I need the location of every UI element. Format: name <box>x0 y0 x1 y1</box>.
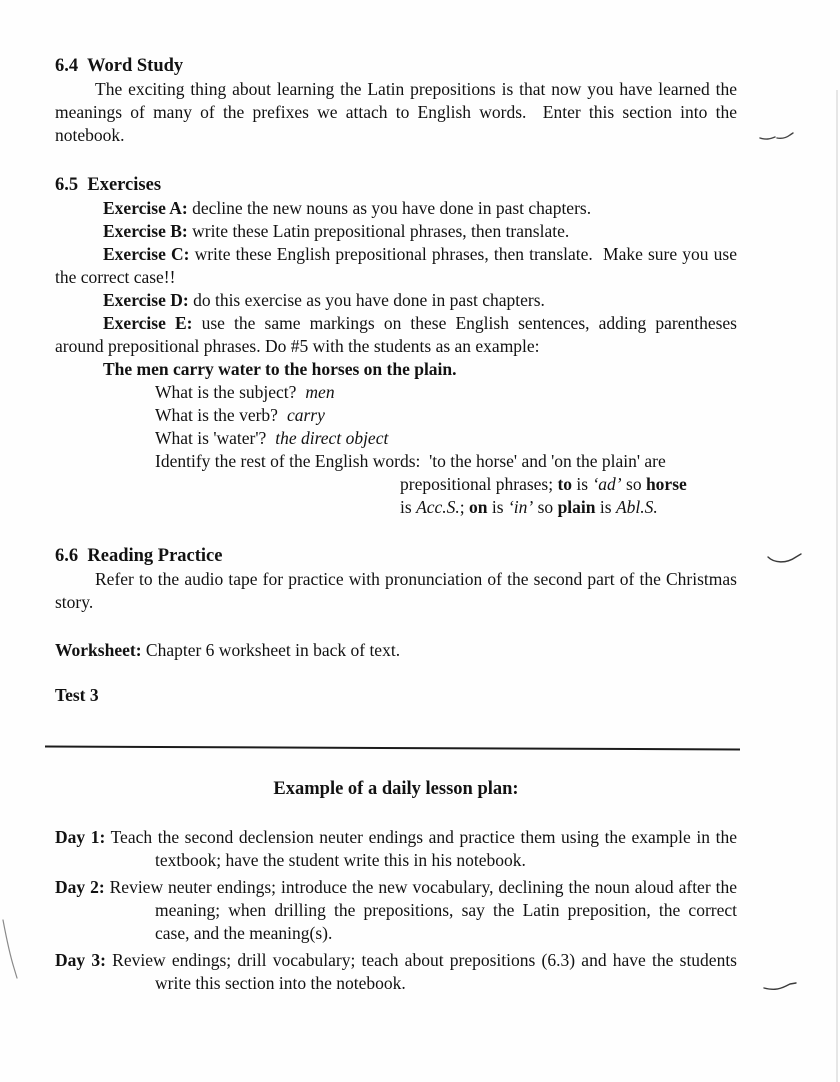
worksheet-line <box>55 639 737 662</box>
word-study-heading: 6.4 Word Study <box>55 56 184 76</box>
exercise-d-label: Exercise D: <box>103 290 189 310</box>
day-2-text: Review neuter endings; introduce the new vocabulary, declining the noun aloud after the meaning; when drilling the prepositions, say the Latin preposition, the correct case, and the meaning(s). <box>104 877 742 943</box>
scan-artifact-squiggle-mid-right <box>766 549 808 569</box>
day-1-text: Teach the second declension neuter endings and practice them using the example in the textbook; have the student write this in his notebook. <box>105 827 742 870</box>
day-3-label: Day 3: <box>55 950 106 970</box>
qa-verb-answer: carry <box>286 405 325 425</box>
qa-subject-question: What is the subject? <box>155 382 297 402</box>
day-1-label: Day 1: <box>55 827 106 847</box>
exercises-heading: 6.5 Exercises <box>55 175 162 195</box>
day-2-entry <box>55 876 742 945</box>
scan-artifact-squiggle-bottom-right <box>762 978 802 994</box>
exercise-b-text: write these Latin prepositional phrases, then translate. <box>187 221 570 241</box>
qa-subject <box>155 381 737 404</box>
exercise-item-d <box>55 289 737 312</box>
exercise-a-text: decline the new nouns as you have done in past chapters. <box>187 198 592 218</box>
identify-line-2: prepositional phrases; to is ‘ad’ so horse <box>400 474 687 494</box>
qa-verb <box>155 404 737 427</box>
qa-water-answer: the direct object <box>275 428 389 448</box>
exercise-c-label: Exercise C: <box>103 244 190 264</box>
worksheet-text: Chapter 6 worksheet in back of text. <box>141 640 401 660</box>
scan-page-edge-shadow <box>836 90 838 1082</box>
qa-verb-question: What is the verb? <box>155 405 278 425</box>
exercise-a-label: Exercise A: <box>103 198 188 218</box>
page-content <box>55 55 742 995</box>
test-label: Test 3 <box>55 685 99 705</box>
exercise-d-text: do this exercise as you have done in past chapters. <box>188 290 545 310</box>
section-divider <box>45 745 740 750</box>
lesson-plan-heading: Example of a daily lesson plan: <box>273 779 519 799</box>
section-lesson-plan <box>55 778 742 995</box>
day-2-label: Day 2: <box>55 877 105 897</box>
reading-practice-heading: 6.6 Reading Practice <box>55 546 223 566</box>
exercise-e-label: Exercise E: <box>103 313 193 333</box>
exercise-c-text: write these English prepositional phrases, then translate. Make sure you use the correct case!! <box>55 244 742 287</box>
section-reading-practice <box>55 545 742 614</box>
exercise-e-text: use the same markings on these English sentences, adding parentheses around prepositional phrases. Do #5 with the students as an example: <box>55 313 742 356</box>
day-1-entry <box>55 826 742 872</box>
qa-subject-answer: men <box>305 382 335 402</box>
exercise-item-a <box>55 197 737 220</box>
word-study-paragraph: The exciting thing about learning the Latin prepositions is that now you have learned the meanings of many of the prefixes we attach to English words. Enter this section into the notebook. <box>55 79 742 145</box>
day-3-entry <box>55 949 742 995</box>
exercise-item-b <box>55 220 737 243</box>
qa-water-question: What is 'water'? <box>155 428 267 448</box>
identify-line-1: Identify the rest of the English words: 'to the horse' and 'on the plain' are <box>155 451 666 471</box>
exercise-b-label: Exercise B: <box>103 221 188 241</box>
section-word-study <box>55 55 742 147</box>
identify-line-3: is Acc.S.; on is ‘in’ so plain is Abl.S. <box>400 497 658 517</box>
scan-artifact-squiggle-top-right <box>758 128 798 144</box>
day-3-text: Review endings; drill vocabulary; teach about prepositions (6.3) and have the students write this section into the notebook. <box>105 950 742 993</box>
reading-practice-paragraph: Refer to the audio tape for practice with pronunciation of the second part of the Christmas story. <box>55 569 742 612</box>
scan-artifact-line-bottom-left <box>0 918 24 982</box>
section-exercises <box>55 174 742 519</box>
example-sentence: The men carry water to the horses on the plain. <box>103 359 457 379</box>
exercise-item-e <box>55 312 742 358</box>
exercise-item-c <box>55 243 742 289</box>
qa-water <box>155 427 737 450</box>
lesson-plan-days <box>55 826 742 995</box>
worksheet-label: Worksheet: <box>55 640 142 660</box>
